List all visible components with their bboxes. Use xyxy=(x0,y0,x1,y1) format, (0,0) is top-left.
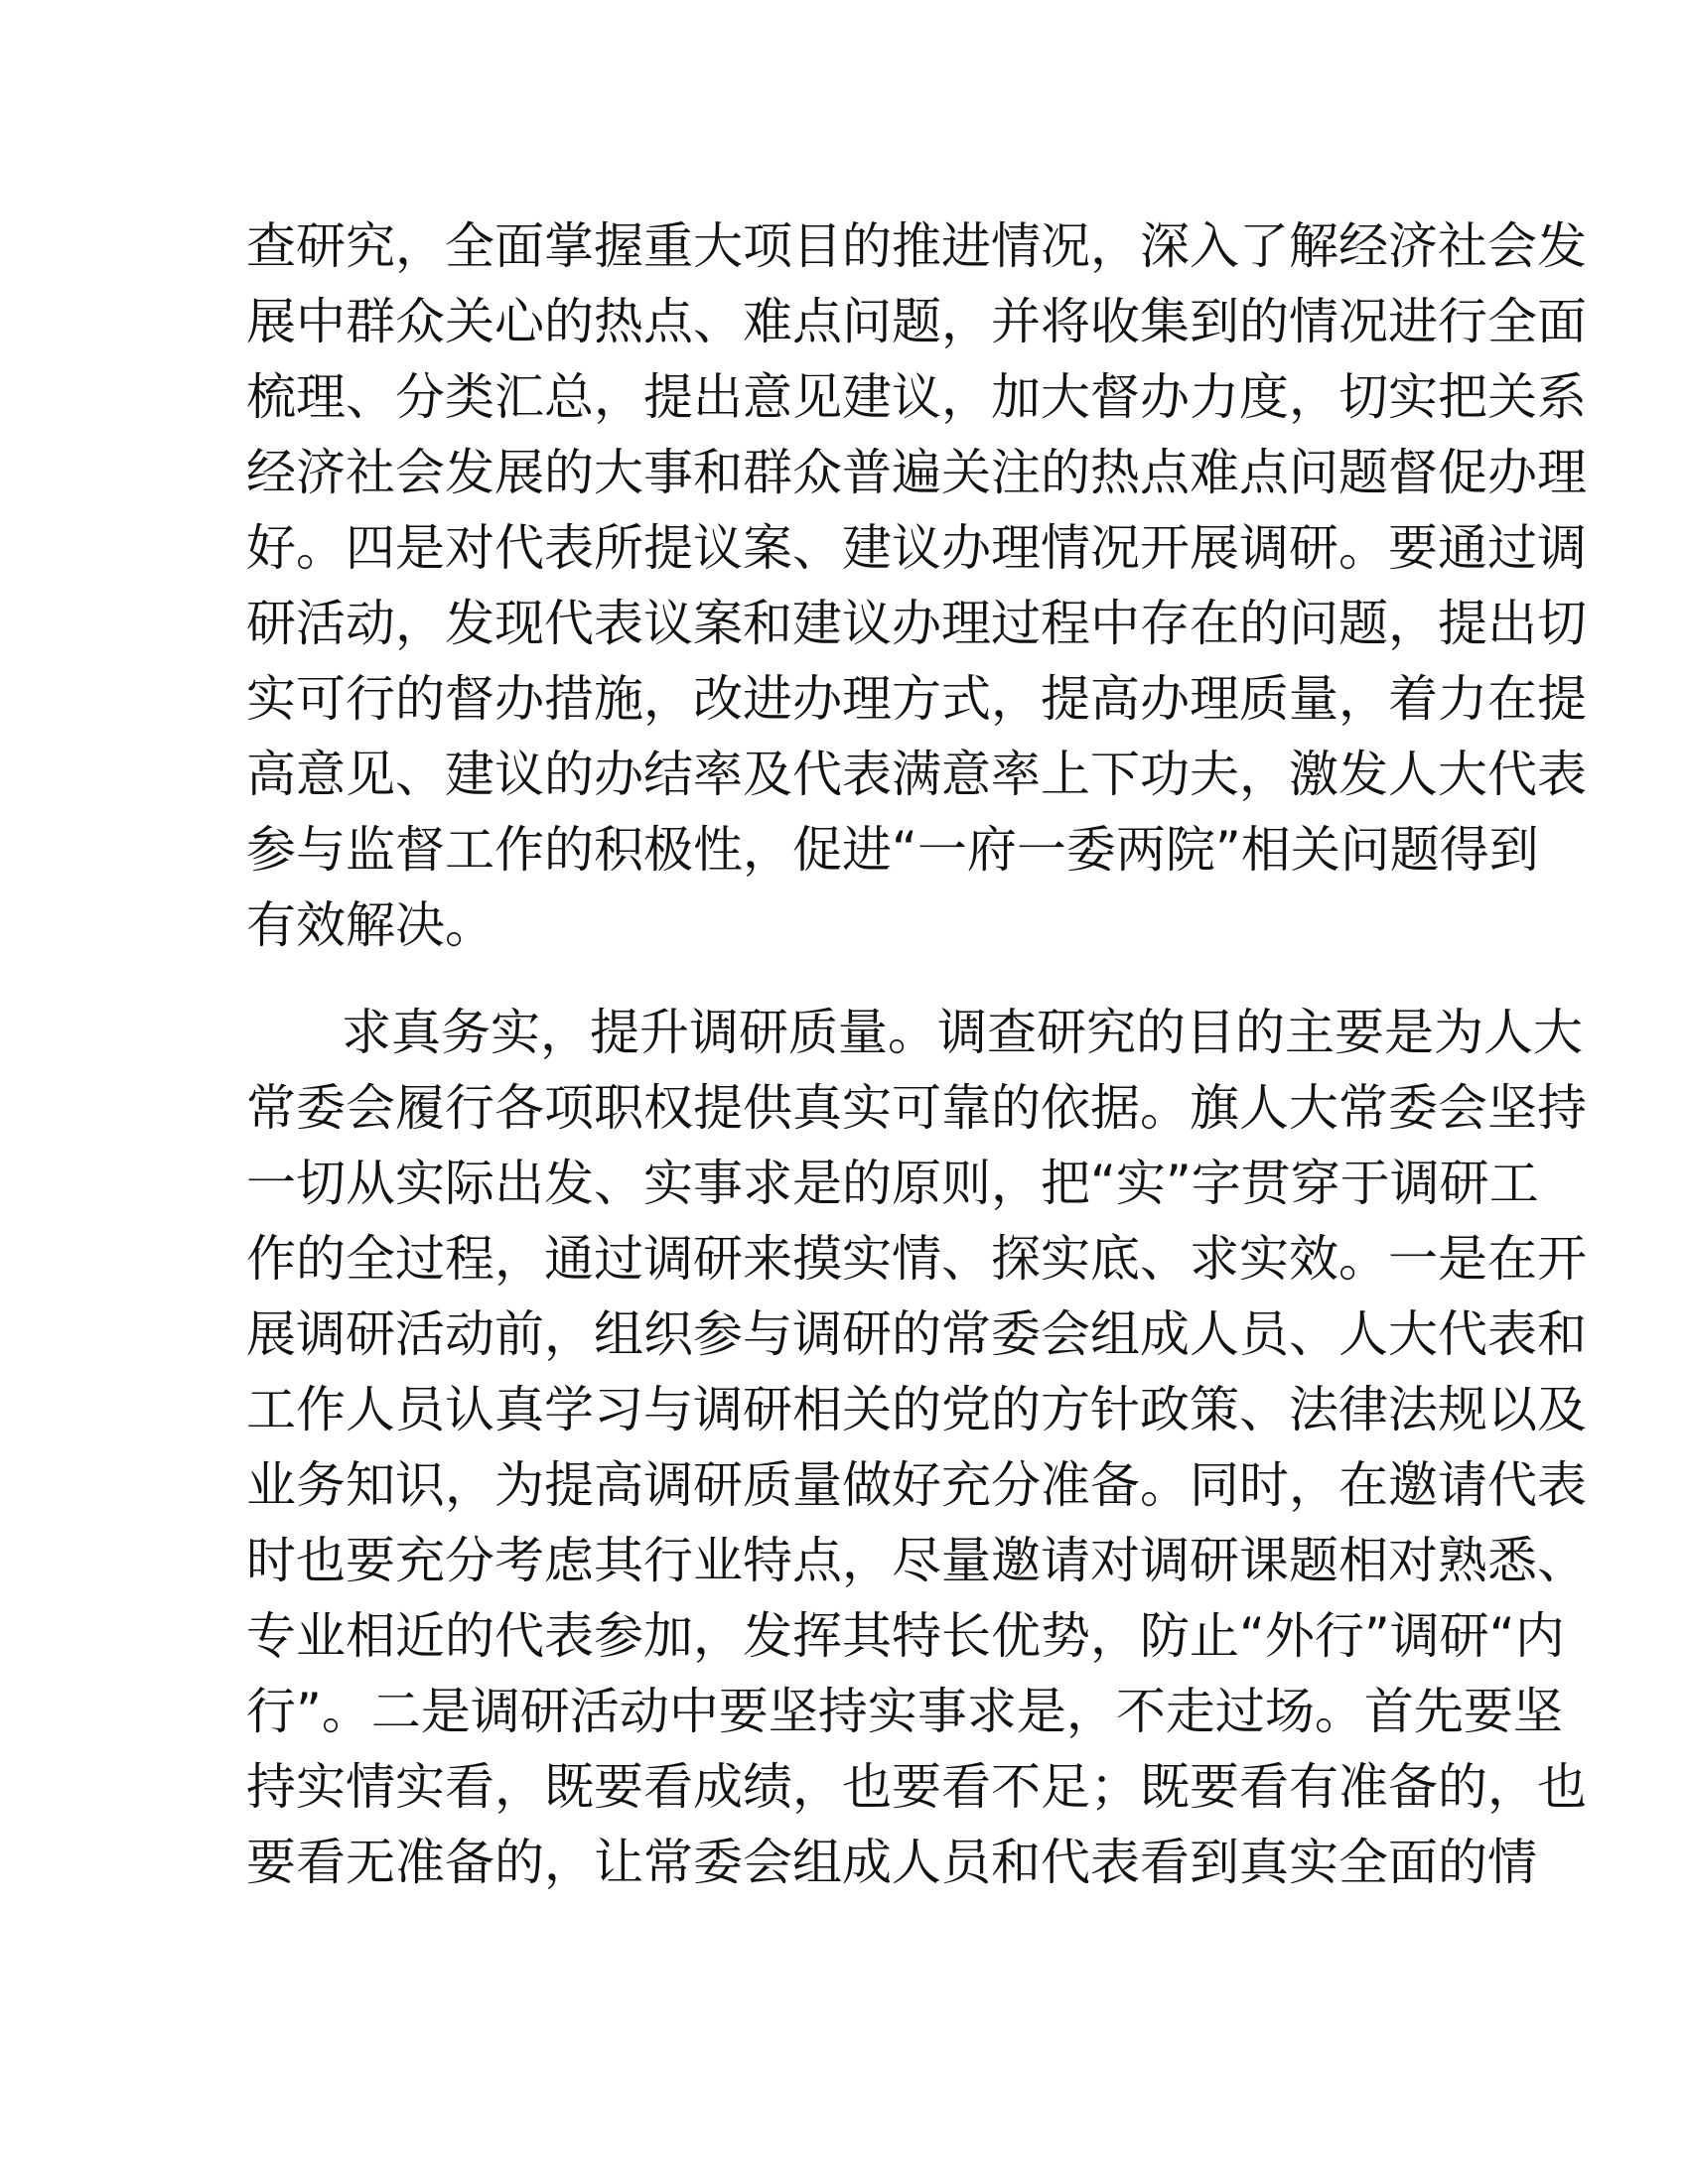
text-line: 参与监督工作的积极性，促进“一府一委两院”相关问题得到 xyxy=(246,821,1539,879)
text-line: 行”。二是调研活动中要坚持实事求是，不走过场。首先要坚 xyxy=(246,1683,1563,1740)
text-line: 一切从实际出发、实事求是的原则，把“实”字贯穿于调研工 xyxy=(246,1155,1539,1212)
text-line: 梳理、分类汇总，提出意见建议，加大督办力度，切实把关系 xyxy=(246,368,1587,426)
text-line: 业务知识，为提高调研质量做好充分准备。同时，在邀请代表 xyxy=(246,1456,1587,1514)
text-line: 常委会履行各项职权提供真实可靠的依据。旗人大常委会坚持 xyxy=(246,1079,1587,1137)
text-line: 高意见、建议的办结率及代表满意率上下功夫，激发人大代表 xyxy=(246,746,1587,803)
text-line: 研活动，发现代表议案和建议办理过程中存在的问题，提出切 xyxy=(246,595,1587,652)
paragraph-2 xyxy=(246,995,1587,1900)
text-line: 作的全过程，通过调研来摸实情、探实底、求实效。一是在开 xyxy=(246,1230,1587,1288)
text-line: 展调研活动前，组织参与调研的常委会组成人员、人大代表和 xyxy=(246,1305,1587,1363)
text-line: 时也要充分考虑其行业特点，尽量邀请对调研课题相对熟悉、 xyxy=(246,1532,1587,1589)
text-line: 要看无准备的，让常委会组成人员和代表看到真实全面的情 xyxy=(246,1834,1537,1891)
text-line: 查研究，全面掌握重大项目的推进情况，深入了解经济社会发 xyxy=(246,217,1587,275)
text-line: 专业相近的代表参加，发挥其特长优势，防止“外行”调研“内 xyxy=(246,1607,1565,1665)
text-line: 好。四是对代表所提议案、建议办理情况开展调研。要通过调 xyxy=(246,519,1587,577)
text-line: 工作人员认真学习与调研相关的党的方针政策、法律法规以及 xyxy=(246,1381,1587,1438)
text-line-indented: 求真务实，提升调研质量。调查研究的目的主要是为人大 xyxy=(342,1004,1583,1061)
text-line: 有效解决。 xyxy=(246,896,494,954)
text-line: 持实情实看，既要看成绩，也要看不足；既要看有准备的，也 xyxy=(246,1758,1587,1816)
text-line: 实可行的督办措施，改进办理方式，提高办理质量，着力在提 xyxy=(246,670,1587,728)
paragraph-1 xyxy=(246,208,1587,963)
text-line: 经济社会发展的大事和群众普遍关注的热点难点问题督促办理 xyxy=(246,444,1587,501)
text-line: 展中群众关心的热点、难点问题，并将收集到的情况进行全面 xyxy=(246,293,1587,350)
